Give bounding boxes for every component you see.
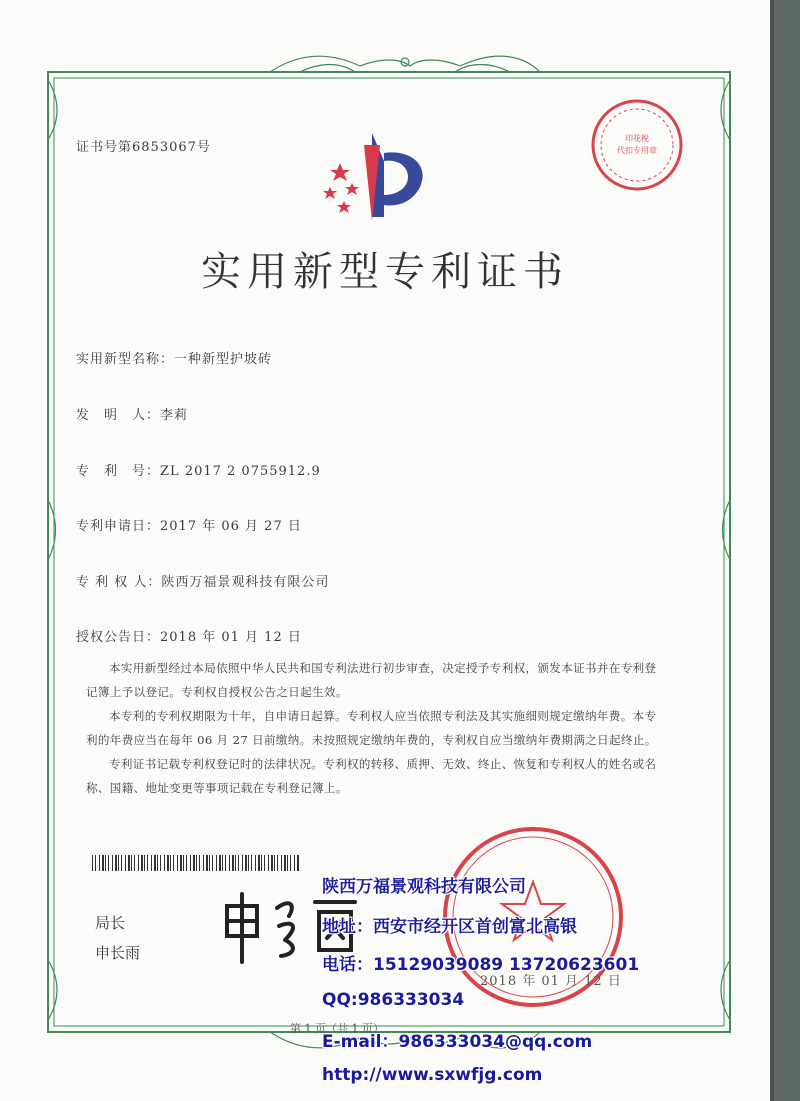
barcode-bar — [196, 855, 197, 871]
overlay-qq: QQ:986333034 — [322, 990, 465, 1010]
barcode-bar — [206, 855, 208, 871]
barcode-bar — [242, 855, 243, 871]
certificate-title: 实用新型专利证书 — [201, 249, 569, 295]
statement-paragraph-3: 专利证书记载专利权登记时的法律状况。专利权的转移、质押、无效、终止、恢复和专利权人的姓名或名称、国籍、地址变更等事项记载在专利登记簿上。 — [86, 757, 657, 795]
page-number: 第 1 页（共 1 页） — [290, 1022, 384, 1035]
barcode-bar — [216, 855, 217, 871]
barcode-bar — [112, 855, 113, 871]
barcode-bar — [167, 855, 169, 871]
barcode-bar — [160, 855, 161, 871]
director-title: 局长 — [95, 915, 126, 932]
barcode-bar — [102, 855, 104, 871]
barcode-bar — [245, 855, 247, 871]
field-grant-date: 授权公告日：2018 年 01 月 12 日 — [76, 630, 302, 645]
spine-edge — [770, 0, 774, 1101]
barcode-bar — [115, 855, 117, 871]
barcode-bar — [232, 855, 234, 871]
barcode-bar — [151, 855, 152, 871]
book-spine — [770, 0, 800, 1101]
barcode-bar — [125, 855, 126, 871]
barcode-bar — [193, 855, 195, 871]
barcode-bar — [294, 855, 295, 871]
field-patentee: 专 利 权 人：陕西万福景观科技有限公司 — [76, 575, 330, 590]
barcode-bar — [190, 855, 191, 871]
barcode-bar — [212, 855, 213, 871]
barcode-bar — [134, 855, 135, 871]
director-name: 申长雨 — [95, 945, 141, 962]
seal-top-text: 代扣专用章 — [617, 146, 657, 155]
barcode-bar — [121, 855, 122, 871]
barcode-bar — [92, 855, 93, 871]
barcode-bar — [251, 855, 252, 871]
seal-date: 2018 年 01 月 12 日 — [480, 974, 622, 989]
barcode-bar — [261, 855, 262, 871]
barcode-bar — [164, 855, 165, 871]
field-name: 实用新型名称：一种新型护坡砖 — [76, 352, 273, 367]
barcode-bar — [219, 855, 221, 871]
barcode-bar — [203, 855, 204, 871]
barcode-bar — [281, 855, 282, 871]
overlay-company: 陕西万福景观科技有限公司 — [322, 877, 526, 897]
barcode-bar — [173, 855, 174, 871]
barcode-bar — [255, 855, 256, 871]
barcode-bar — [131, 855, 132, 871]
barcode-bar — [99, 855, 100, 871]
barcode-bar — [235, 855, 236, 871]
barcode-bar — [290, 855, 291, 871]
barcode — [92, 855, 302, 871]
overlay-website: http://www.sxwfjg.com — [322, 1065, 543, 1085]
overlay-phone: 电话：15129039089 13720623601 — [322, 955, 640, 975]
svg-text:印花税: 印花税 — [625, 134, 649, 143]
field-inventor: 发 明 人：李莉 — [76, 408, 189, 423]
barcode-bar — [287, 855, 288, 871]
barcode-bar — [128, 855, 130, 871]
barcode-bar — [157, 855, 158, 871]
barcode-bar — [297, 855, 299, 871]
top-right-seal — [587, 95, 687, 195]
statement-text — [86, 656, 666, 800]
barcode-bar — [118, 855, 119, 871]
barcode-bar — [264, 855, 265, 871]
certificate-number: 证书号第6853067号 — [76, 140, 211, 155]
statement-paragraph-1: 本实用新型经过本局依照中华人民共和国专利法进行初步审查，决定授予专利权，颁发本证书并在专利登记簿上予以登记。专利权自授权公告之日起生效。 — [86, 661, 657, 699]
barcode-bar — [138, 855, 139, 871]
barcode-bar — [271, 855, 273, 871]
barcode-bar — [147, 855, 148, 871]
barcode-bar — [277, 855, 278, 871]
barcode-bar — [141, 855, 143, 871]
barcode-bar — [238, 855, 239, 871]
patent-office-logo-icon — [320, 125, 440, 225]
barcode-bar — [229, 855, 230, 871]
barcode-bar — [154, 855, 156, 871]
barcode-bar — [186, 855, 187, 871]
barcode-bar — [258, 855, 260, 871]
barcode-bar — [144, 855, 145, 871]
field-patent-number: 专 利 号：ZL 2017 2 0755912.9 — [76, 464, 321, 479]
overlay-email: E-mail：986333034@qq.com — [322, 1032, 593, 1052]
barcode-bar — [225, 855, 226, 871]
barcode-bar — [274, 855, 275, 871]
barcode-bar — [170, 855, 171, 871]
barcode-bar — [108, 855, 109, 871]
barcode-bar — [209, 855, 210, 871]
barcode-bar — [180, 855, 182, 871]
barcode-bar — [268, 855, 269, 871]
barcode-bar — [284, 855, 286, 871]
barcode-bar — [248, 855, 249, 871]
statement-paragraph-2: 本专利的专利权期限为十年，自申请日起算。专利权人应当依照专利法及其实施细则规定缴纳年费。本专利的年费应当在每年 06 月 27 日前缴纳。未按照规定缴纳年费的，专利权自应当缴纳年费期满之日起终止。 — [86, 709, 657, 747]
barcode-bar — [199, 855, 200, 871]
barcode-bar — [95, 855, 96, 871]
barcode-bar — [177, 855, 178, 871]
overlay-address: 地址：西安市经开区首创富北高银 — [322, 917, 577, 937]
barcode-bar — [183, 855, 184, 871]
field-application-date: 专利申请日：2017 年 06 月 27 日 — [76, 519, 302, 534]
barcode-bar — [105, 855, 106, 871]
barcode-bar — [222, 855, 223, 871]
